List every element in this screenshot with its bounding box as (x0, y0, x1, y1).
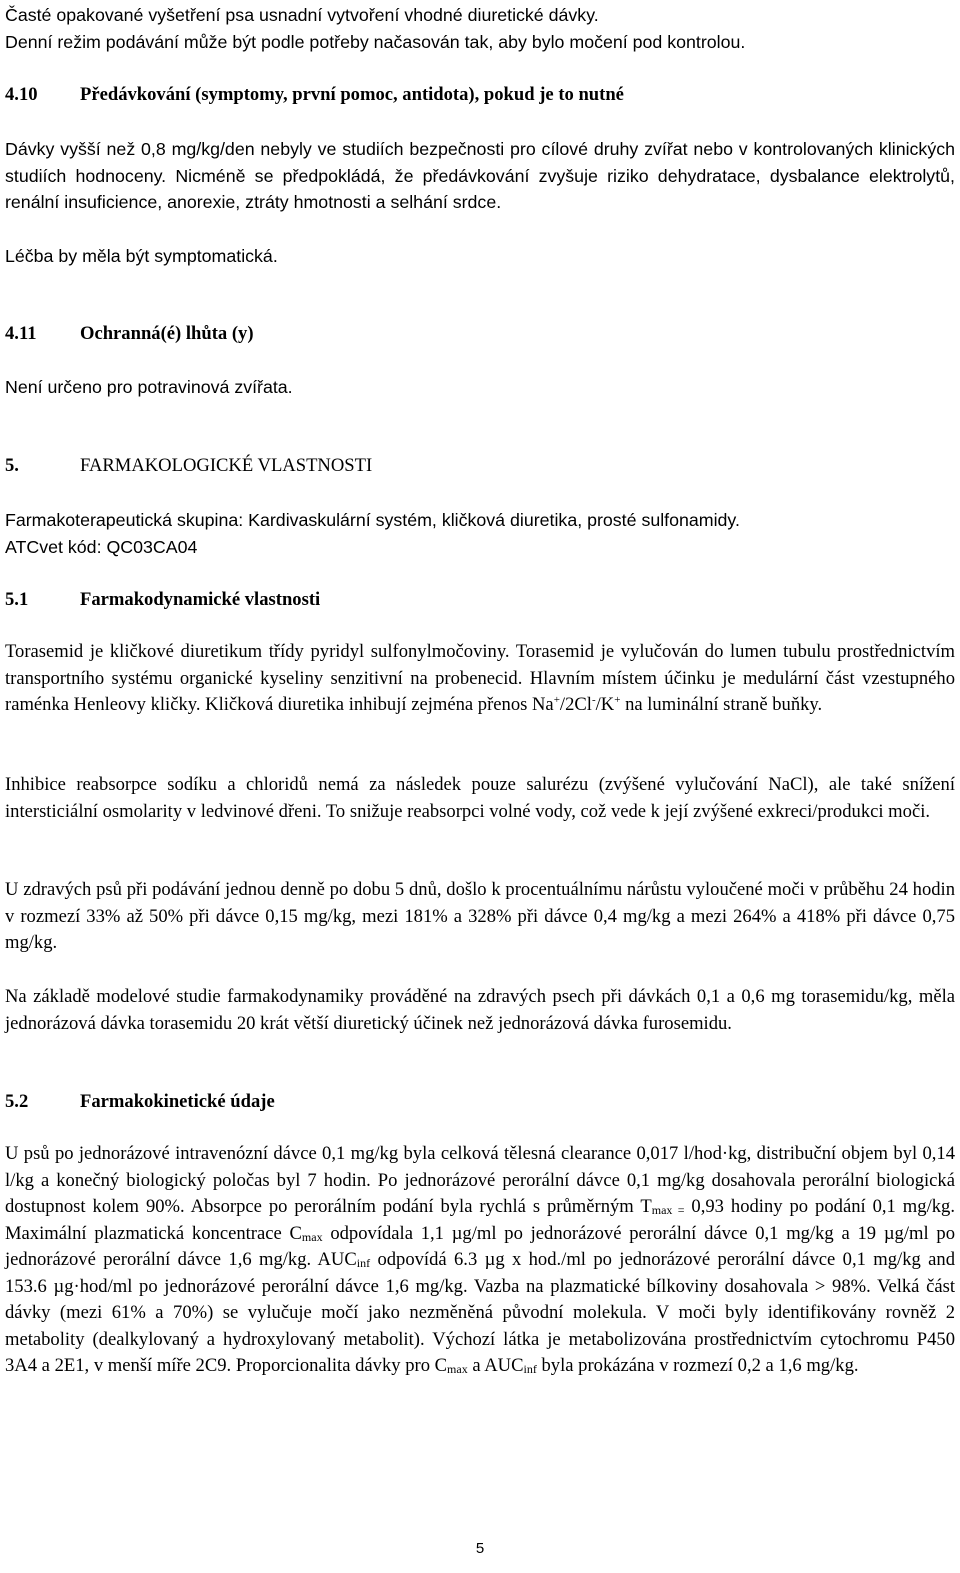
pharmacodynamics-paragraph-1: Torasemid je kličkové diuretikum třídy pyridyl sulfonylmočoviny. Torasemid je vylučován do lumen tubulu prostřednictvím transportního systému organické kyseliny senzitivní na probenecid. Hlavním místem účinku je medulární část vzestupného raménka Henleovy kličky. Kličková diuretika inhibují zejména přenos Na+/2Cl-/K+ na luminální straně buňky. (5, 641, 955, 715)
heading-5: 5. FARMAKOLOGICKÉ VLASTNOSTI (5, 455, 373, 476)
intro-line-1: Časté opakované vyšetření psa usnadní vytvoření vhodné diuretické dávky. (5, 5, 599, 25)
section-number: 4.10 (5, 84, 38, 105)
pharmacokinetics-paragraph: U psů po jednorázové intravenózní dávce 0,1 mg/kg byla celková tělesná clearance 0,017 l/hod·kg, distribuční objem byl 0,14 l/kg a konečný biologický poločas byl 7 hodin. Po jednorázové perorální dávce 0,1 mg/kg dosahovala perorální biologická dostupnost kolem 90%. Absorpce po perorálním podání byla rychlá s průměrným $T_{max =}$ 0,93 hodiny po podání 0,1 mg/kg. Maximální plazmatická koncentrace $C_{max}$ odpovídala 1,1 µg/ml po jednorázové perorální dávce 0,1 mg/kg a 19 µg/ml po jednorázové perorální dávce 1,6 mg/kg. $AUC_{inf}$ odpovídá 6.3 µg x hod./ml po jednorázové perorální dávce 0,1 mg/kg and 153.6 µg·hod/ml po jednorázové perorální dávce 1,6 mg/kg. Vazba na plazmatické bílkoviny dosahovala > 98%. Velká část dávky (mezi 61% a 70%) se vylučuje močí jako nezměněná původní molekula. V moči byly identifikovány rovněž 2 metabolity (dealkylovaný a hydroxylovaný metabolit). Výchozí látka je metabolizována prostřednictvím cytochromu P450 3A4 a 2E1, v menší míře 2C9. Proporcionalita dávky pro $C_{max}$ a $AUC_{inf}$ byla prokázána v rozmezí 0,2 a 1,6 mg/kg. (5, 1143, 956, 1376)
heading-5-2: 5.2 Farmakokinetické údaje (5, 1091, 275, 1112)
heading-4-11: 4.11 Ochranná(é) lhůta (y) (5, 323, 254, 344)
pharmacodynamics-paragraph-4: Na základě modelové studie farmakodynamiky prováděné na zdravých psech při dávkách 0,1 a 0,6 mg torasemidu/kg, měla jednorázová dávka torasemidu 20 krát větší diuretický účinek než jednorázová dávka furosemidu. (5, 986, 955, 1034)
pharmacodynamics-paragraph-2: Inhibice reabsorpce sodíku a chloridů nemá za následek pouze salurézu (zvýšené vylučování NaCl), ale také snížení intersticiální osmolarity v ledvinové dřeni. To snižuje reabsorpci volné vody, což vede k její zvýšené exkreci/produkci moči. (5, 774, 955, 822)
heading-4-10 (5, 82, 624, 108)
page-number: 5 (475, 1540, 485, 1557)
treatment-paragraph: Léčba by měla být symptomatická. (5, 246, 278, 266)
pharmacodynamics-paragraph-3: U zdravých psů při podávání jednou denně po dobu 5 dnů, došlo k procentuálnímu nárůstu vyloučené moči v průběhu 24 hodin v rozmezí 33% až 50% při dávce 0,15 mg/kg, mezi 181% a 328% při dávce 0,4 mg/kg a mezi 264% a 418% při dávce 0,75 mg/kg. (5, 879, 955, 953)
withdrawal-paragraph: Není určeno pro potravinová zvířata. (5, 377, 293, 397)
section-title: Předávkování (symptomy, první pomoc, antidota), pokud je to nutné (80, 84, 624, 105)
overdose-paragraph: Dávky vyšší než 0,8 mg/kg/den nebyly ve studiích bezpečnosti pro cílové druhy zvířat nebo v kontrolovaných klinických studiích hodnoceny. Nicméně se předpokládá, že předávkování zvyšuje riziko dehydratace, dysbalance elektrolytů, renální insuficience, anorexie, ztráty hmotnosti a selhání srdce. (5, 139, 955, 212)
atcvet-code: ATCvet kód: QC03CA04 (5, 536, 198, 557)
intro-line-2: Denní režim podávání může být podle potřeby načasován tak, aby bylo močení pod kontrolou. (5, 31, 746, 52)
heading-5-1: 5.1 Farmakodynamické vlastnosti (5, 589, 321, 610)
intro-paragraph (5, 2, 955, 55)
pharmacotherapeutic-group: Farmakoterapeutická skupina: Kardivaskulární systém, kličková diuretika, prosté sulfonamidy. ATCvet kód: QC03CA04 (5, 510, 740, 557)
